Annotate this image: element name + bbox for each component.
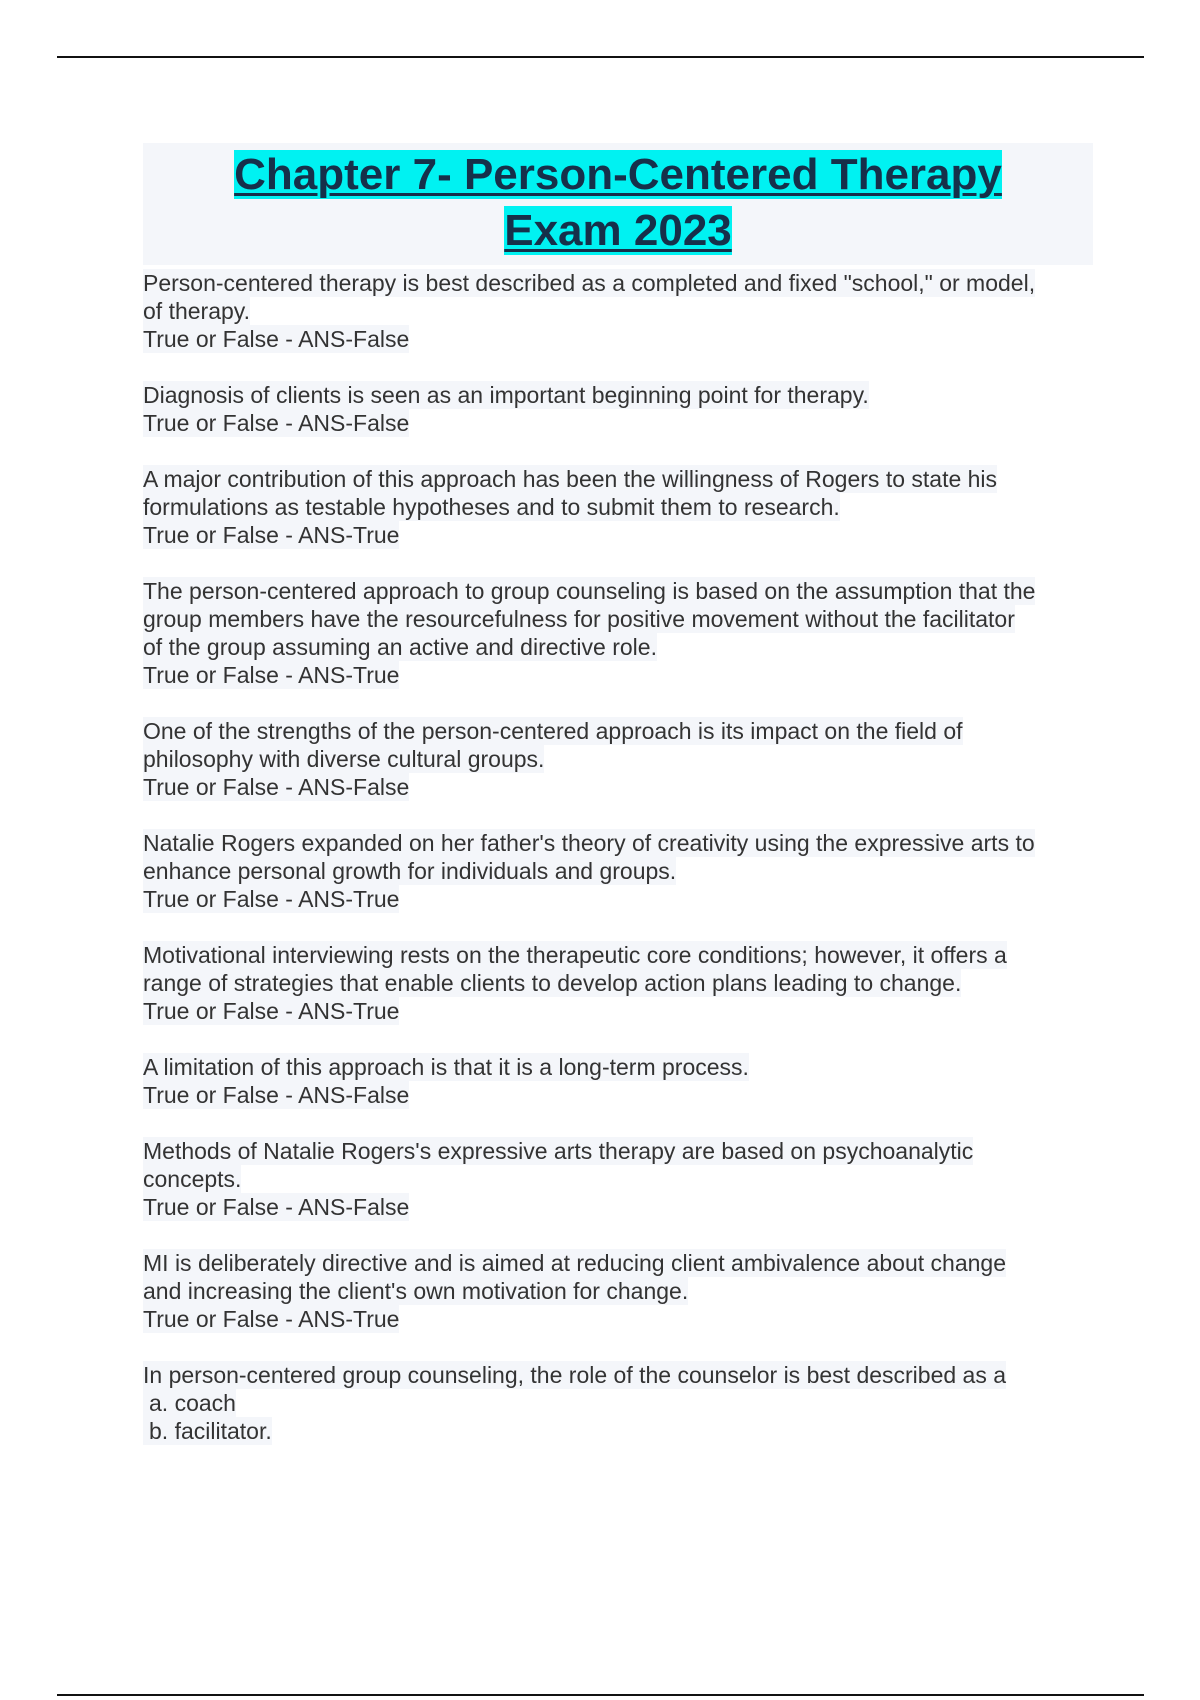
question-line: One of the strengths of the person-centered approach is its impact on the field of (143, 718, 963, 744)
answer-option: b. facilitator. (143, 1417, 272, 1445)
question-line: True or False - ANS-False (143, 410, 410, 436)
question-line: True or False - ANS-True (143, 886, 400, 912)
question-item (143, 1249, 1093, 1333)
question-line: and increasing the client's own motivation for change. (143, 1278, 689, 1304)
question-line: True or False - ANS-False (143, 326, 410, 352)
question-item (143, 1053, 1093, 1109)
question-line: True or False - ANS-False (143, 1082, 410, 1108)
question-line: True or False - ANS-True (143, 998, 400, 1024)
question-line: group members have the resourcefulness for positive movement without the facilitator (143, 606, 1015, 632)
question-item (143, 1361, 1093, 1445)
question-item (143, 269, 1093, 353)
question-list (143, 269, 1093, 1445)
question-item (143, 941, 1093, 1025)
question-line: Diagnosis of clients is seen as an important beginning point for therapy. (143, 382, 869, 408)
question-line: Natalie Rogers expanded on her father's theory of creativity using the expressive arts to (143, 830, 1035, 856)
question-line: Motivational interviewing rests on the therapeutic core conditions; however, it offers a (143, 942, 1007, 968)
title-line: Exam 2023 (504, 206, 732, 255)
question-line: Methods of Natalie Rogers's expressive arts therapy are based on psychoanalytic (143, 1138, 974, 1164)
question-line: True or False - ANS-True (143, 522, 400, 548)
question-item (143, 1137, 1093, 1221)
title-line: Chapter 7- Person-Centered Therapy (234, 150, 1002, 199)
question-line: The person-centered approach to group counseling is based on the assumption that the (143, 578, 1036, 604)
question-item (143, 465, 1093, 549)
question-item (143, 829, 1093, 913)
question-line: of the group assuming an active and directive role. (143, 634, 657, 660)
question-line: True or False - ANS-True (143, 1306, 400, 1332)
question-item (143, 717, 1093, 801)
question-line: concepts. (143, 1166, 242, 1192)
header-rule (57, 56, 1144, 58)
document-body (143, 143, 1093, 1473)
question-item (143, 577, 1093, 689)
question-line: A limitation of this approach is that it is a long-term process. (143, 1054, 749, 1080)
question-line: In person-centered group counseling, the role of the counselor is best described as a (143, 1362, 1007, 1388)
document-title (143, 143, 1093, 265)
question-line: True or False - ANS-True (143, 662, 400, 688)
question-line: range of strategies that enable clients to develop action plans leading to change. (143, 970, 962, 996)
answer-option: a. coach (143, 1389, 236, 1417)
footer-rule (57, 1694, 1144, 1696)
question-line: MI is deliberately directive and is aimed at reducing client ambivalence about change (143, 1250, 1006, 1276)
question-line: Person-centered therapy is best described as a completed and fixed "school," or model, (143, 270, 1036, 296)
question-item (143, 381, 1093, 437)
question-line: enhance personal growth for individuals and groups. (143, 858, 677, 884)
question-line: of therapy. (143, 298, 250, 324)
question-line: True or False - ANS-False (143, 1194, 410, 1220)
question-line: formulations as testable hypotheses and to submit them to research. (143, 494, 840, 520)
question-line: philosophy with diverse cultural groups. (143, 746, 545, 772)
question-line: True or False - ANS-False (143, 774, 410, 800)
question-line: A major contribution of this approach has been the willingness of Rogers to state his (143, 466, 998, 492)
